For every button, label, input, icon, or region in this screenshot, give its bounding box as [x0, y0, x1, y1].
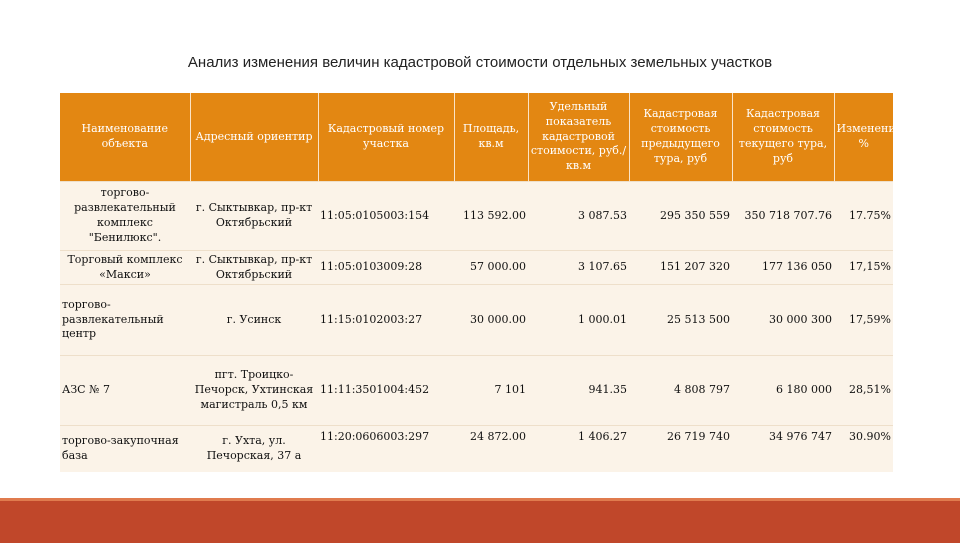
change-cell: 17,59% [834, 285, 893, 356]
previous-value-cell: 26 719 740 [629, 426, 732, 473]
area-cell: 57 000.00 [454, 251, 528, 285]
address-cell: г. Сыктывкар, пр-кт Октябрьский [190, 251, 318, 285]
cadastral-number-cell: 11:11:3501004:452 [318, 356, 454, 426]
table-row [60, 356, 893, 426]
previous-value-cell: 295 350 559 [629, 182, 732, 251]
table-header-row [60, 93, 893, 182]
table-row [60, 182, 893, 251]
area-cell: 24 872.00 [454, 426, 528, 473]
header-specific-value: Удельный показатель кадастровой стоимости, руб./кв.м [528, 93, 629, 182]
object-name-cell: торгово-развлекательный комплекс "Бенилюкс". [60, 182, 190, 251]
specific-value-cell: 3 107.65 [528, 251, 629, 285]
current-value-cell: 177 136 050 [732, 251, 834, 285]
object-name-cell: Торговый комплекс «Макси» [60, 251, 190, 285]
cadastral-number-cell: 11:05:0105003:154 [318, 182, 454, 251]
address-cell: г. Сыктывкар, пр-кт Октябрьский [190, 182, 318, 251]
change-cell: 17,15% [834, 251, 893, 285]
address-cell: г. Усинск [190, 285, 318, 356]
current-value-cell: 350 718 707.76 [732, 182, 834, 251]
header-address: Адресный ориентир [190, 93, 318, 182]
cadastral-number-cell: 11:20:0606003:297 [318, 426, 454, 473]
previous-value-cell: 151 207 320 [629, 251, 732, 285]
area-cell: 30 000.00 [454, 285, 528, 356]
header-current-value: Кадастровая стоимость текущего тура, руб [732, 93, 834, 182]
object-name-cell: торгово-закупочная база [60, 426, 190, 473]
specific-value-cell: 1 000.01 [528, 285, 629, 356]
change-cell: 17.75% [834, 182, 893, 251]
specific-value-cell: 941.35 [528, 356, 629, 426]
current-value-cell: 30 000 300 [732, 285, 834, 356]
change-cell: 28,51% [834, 356, 893, 426]
table-row [60, 285, 893, 356]
address-cell: пгт. Троицко-Печорск, Ухтинская магистраль 0,5 км [190, 356, 318, 426]
table-row [60, 426, 893, 473]
header-area: Площадь, кв.м [454, 93, 528, 182]
previous-value-cell: 25 513 500 [629, 285, 732, 356]
header-cadastral-number: Кадастровый номер участка [318, 93, 454, 182]
specific-value-cell: 1 406.27 [528, 426, 629, 473]
cadastral-value-table [60, 93, 906, 472]
cadastral-number-cell: 11:05:0103009:28 [318, 251, 454, 285]
current-value-cell: 6 180 000 [732, 356, 834, 426]
page-title: Анализ изменения величин кадастровой стоимости отдельных земельных участков [187, 54, 773, 71]
change-cell: 30.90% [834, 426, 893, 473]
table-row [60, 251, 893, 285]
cadastral-number-cell: 11:15:0102003:27 [318, 285, 454, 356]
object-name-cell: АЗС № 7 [60, 356, 190, 426]
footer-band [0, 498, 960, 543]
specific-value-cell: 3 087.53 [528, 182, 629, 251]
address-cell: г. Ухта, ул. Печорская, 37 а [190, 426, 318, 473]
area-cell: 113 592.00 [454, 182, 528, 251]
current-value-cell: 34 976 747 [732, 426, 834, 473]
area-cell: 7 101 [454, 356, 528, 426]
header-object-name: Наименование объекта [60, 93, 190, 182]
object-name-cell: торгово-развлекательный центр [60, 285, 190, 356]
header-change: Изменение, % [834, 93, 893, 182]
header-previous-value: Кадастровая стоимость предыдущего тура, руб [629, 93, 732, 182]
previous-value-cell: 4 808 797 [629, 356, 732, 426]
